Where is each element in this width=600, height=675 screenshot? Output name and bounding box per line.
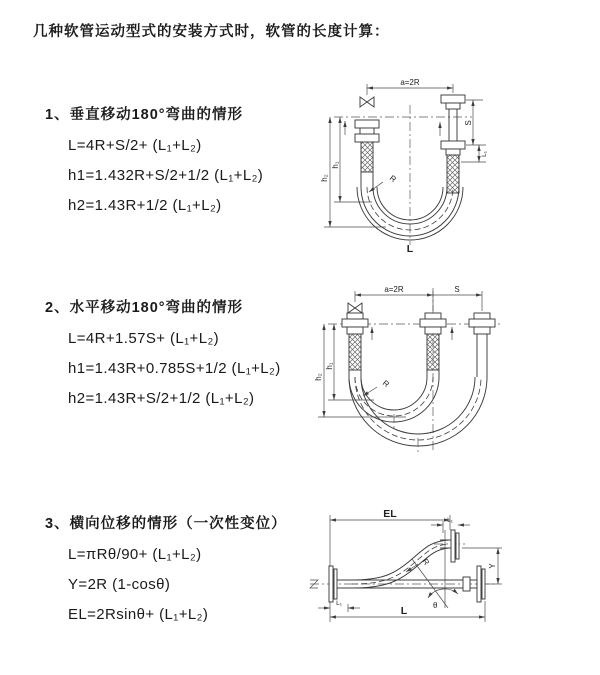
formula-h1: h1=1.43R+0.785S+1/2 (L₁+L₂) <box>68 360 281 377</box>
dim-label-s: S <box>464 120 473 126</box>
dim-label-l: L <box>406 243 414 255</box>
formula-length: L=πRθ/90+ (L₁+L₂) <box>68 546 202 563</box>
dim-label-l1-bottom: L₁ <box>336 600 342 607</box>
formula-el: EL=2Rsinθ+ (L₁+L₂) <box>68 606 209 623</box>
valve-icon <box>348 303 362 313</box>
diagram-horizontal-180-bend <box>310 282 590 457</box>
dimension-a-2r <box>367 78 453 95</box>
dim-label-r: R <box>387 173 398 185</box>
hose-s-curve <box>352 540 449 588</box>
dimension-l1-bottom <box>318 600 360 612</box>
section-horizontal-movement <box>45 296 281 414</box>
section-lateral-displacement <box>45 512 287 630</box>
dim-label-y: Y <box>488 563 497 569</box>
dim-label-theta: θ <box>433 601 438 610</box>
dimension-s-l1 <box>461 100 488 162</box>
section-3-heading: 3、横向位移的情形（一次性变位） <box>45 516 287 532</box>
dim-label-h1: h₁ <box>325 362 334 370</box>
dim-label-l1-top: L₁ <box>447 517 453 524</box>
dim-label-h1: h₁ <box>331 161 340 169</box>
dim-label-l: L <box>400 605 408 617</box>
dimension-l1-top <box>431 517 470 533</box>
section-vertical-movement <box>45 103 263 221</box>
formula-y: Y=2R (1-cosθ) <box>68 576 171 593</box>
formula-h2: h2=1.43R+S/2+1/2 (L₁+L₂) <box>68 390 255 407</box>
dimension-a2r-s <box>355 285 482 311</box>
dim-label-r: R <box>380 378 391 390</box>
formula-length: L=4R+1.57S+ (L₁+L₂) <box>68 330 220 347</box>
radius-callout <box>363 378 391 396</box>
dim-label-s: S <box>454 285 460 294</box>
section-2-heading: 2、水平移动180°弯曲的情形 <box>45 300 244 316</box>
dim-label-r: R <box>420 556 432 567</box>
formula-h2: h2=1.43R+1/2 (L₁+L₂) <box>68 197 222 214</box>
valve-icon <box>360 97 374 107</box>
dim-label-a2r: a=2R <box>400 78 420 87</box>
dim-label-h2: h₂ <box>320 174 329 182</box>
fittings <box>342 313 495 377</box>
upper-flange <box>440 530 459 562</box>
diagram-vertical-180-bend <box>310 75 590 255</box>
left-fitting <box>355 120 379 172</box>
dim-label-el: EL <box>383 508 397 520</box>
dimension-l <box>330 601 485 622</box>
hose-u-bends <box>349 370 487 452</box>
dim-label-h2: h₂ <box>314 373 323 381</box>
dimension-h <box>320 117 386 227</box>
dim-label-l1: L₁ <box>481 151 488 157</box>
page-title: 几种软管运动型式的安装方式时，软管的长度计算： <box>33 24 390 40</box>
diagram-lateral-displacement <box>300 505 590 645</box>
formula-length: L=4R+S/2+ (L₁+L₂) <box>68 137 202 154</box>
right-fitting <box>441 95 465 193</box>
formula-h1: h1=1.432R+S/2+1/2 (L₁+L₂) <box>68 167 264 184</box>
dim-label-a2r: a=2R <box>384 285 404 294</box>
section-1-heading: 1、垂直移动180°弯曲的情形 <box>45 107 244 123</box>
